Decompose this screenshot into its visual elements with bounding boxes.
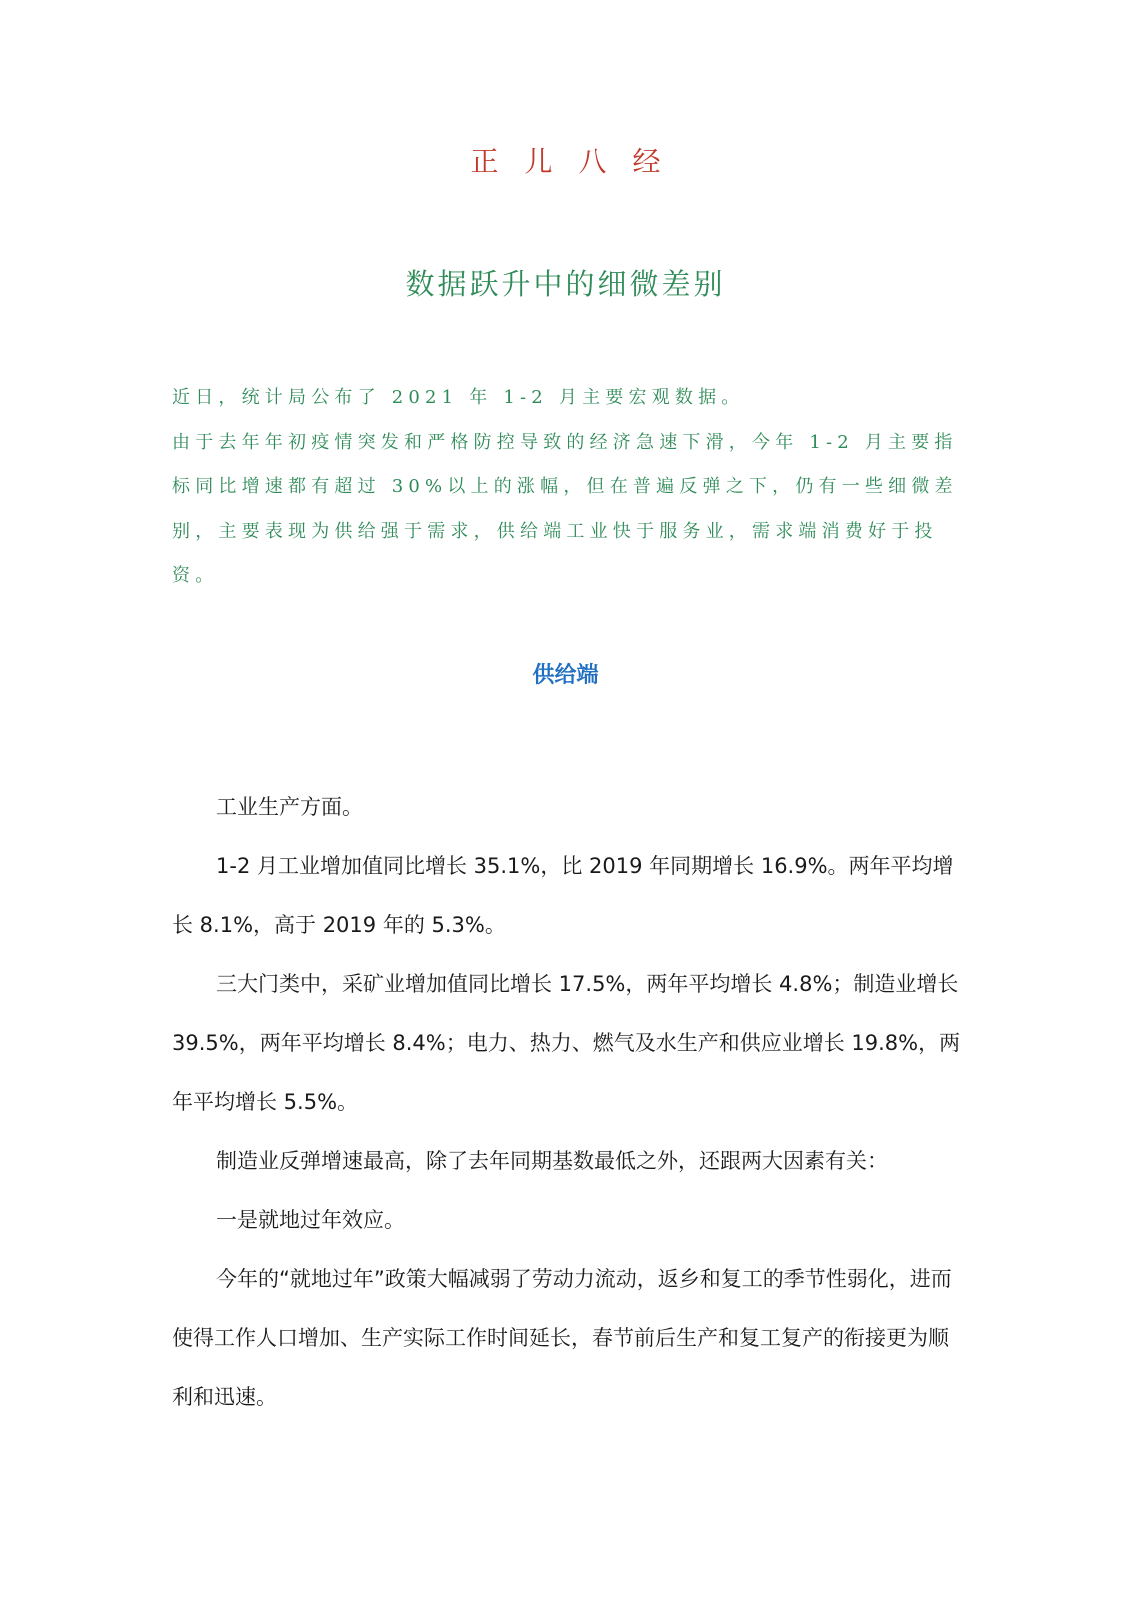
body-paragraph: 工业生产方面。 bbox=[216, 795, 363, 819]
body-text bbox=[172, 778, 968, 1427]
body-paragraph: 三大门类中，采矿业增加值同比增长 17.5%，两年平均增长 4.8%；制造业增长 39.5%，两年平均增长 8.4%；电力、热力、燃气及水生产和供应业增长 19.8%，两年平均增长 5.5%。 bbox=[172, 972, 961, 1114]
intro-paragraph: 近日，统计局公布了 2021 年 1-2 月主要宏观数据。 bbox=[172, 387, 745, 408]
body-paragraph: 一是就地过年效应。 bbox=[216, 1208, 405, 1232]
section-heading: 供给端 bbox=[532, 663, 599, 688]
article-title: 数据跃升中的细微差别 bbox=[405, 267, 726, 301]
body-paragraph: 1-2 月工业增加值同比增长 35.1%，比 2019 年同期增长 16.9%。两年平均增长 8.1%，高于 2019 年的 5.3%。 bbox=[172, 854, 954, 937]
brand-title: 正儿八经 bbox=[470, 145, 687, 178]
body-paragraph: 今年的“就地过年”政策大幅减弱了劳动力流动，返乡和复工的季节性弱化，进而使得工作人口增加、生产实际工作时间延长，春节前后生产和复工复产的衔接更为顺利和迅速。 bbox=[172, 1267, 952, 1409]
intro-paragraph: 由于去年年初疫情突发和严格防控导致的经济急速下滑，今年 1-2 月主要指标同比增速都有超过 30%以上的涨幅，但在普遍反弹之下，仍有一些细微差别，主要表现为供给强于需求，供给端工业快于服务业，需求端消费好于投资。 bbox=[172, 431, 958, 586]
body-paragraph: 制造业反弹增速最高，除了去年同期基数最低之外，还跟两大因素有关： bbox=[216, 1149, 888, 1173]
intro-block bbox=[172, 376, 962, 599]
